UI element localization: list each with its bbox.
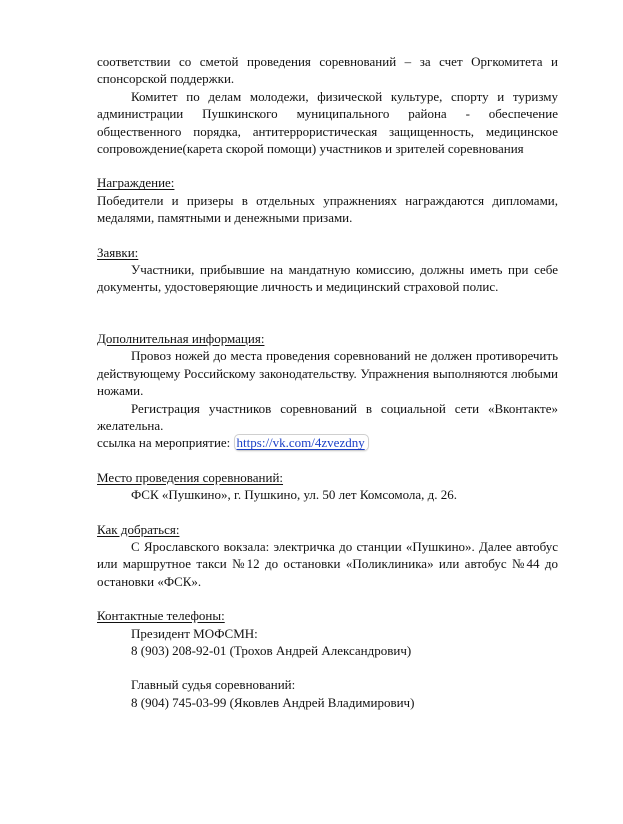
directions-heading: Как добраться: — [97, 521, 180, 537]
knives-text: Провоз ножей до места проведения соревнований не должен противоречить действующему Российскому законодательству. Упражнения выполняются любыми ножами. — [97, 348, 558, 399]
registration-text: Регистрация участников соревнований в социальной сети «Вконтакте» желательна. — [97, 400, 558, 433]
applications-heading: Заявки: — [97, 244, 139, 260]
event-link[interactable]: https://vk.com/4zvezdny — [236, 435, 365, 451]
directions-text: С Ярославского вокзала: электричка до станции «Пушкино». Далее автобус или маршрутное такси №12 до остановки «Поликлиника» или автобус №44 до остановки «ФСК». — [97, 538, 558, 589]
document-body — [97, 53, 558, 711]
award-text: Победители и призеры в отдельных упражнениях награждаются дипломами, медалями, памятными и денежными призами. — [97, 192, 558, 226]
applications-text: Участники, прибывшие на мандатную комиссию, должны иметь при себе документы, удостоверяющие личность и медицинский страховой полис. — [97, 262, 558, 295]
event-link-line — [97, 434, 558, 451]
president-phone: 8 (903) 208-92-01 (Трохов Андрей Александрович) — [131, 642, 412, 658]
event-link-box[interactable] — [234, 434, 369, 451]
judge-phone: 8 (904) 745-03-99 (Яковлев Андрей Владимирович) — [131, 694, 415, 710]
president-title: Президент МОФСМН: — [131, 625, 258, 641]
contacts-heading: Контактные телефоны: — [97, 608, 225, 624]
intro-committee-text: Комитет по делам молодежи, физической культуре, спорту и туризму администрации Пушкинского муниципального района - обеспечение общественного порядка, антитеррористическая защищенность, медицинское сопровождение(карета скорой помощи) участников и зрителей соревнования — [97, 88, 558, 157]
additional-info-heading: Дополнительная информация: — [97, 330, 265, 346]
venue-text: ФСК «Пушкино», г. Пушкино, ул. 50 лет Комсомола, д. 26. — [131, 487, 458, 503]
venue-heading: Место проведения соревнований: — [97, 469, 284, 485]
judge-title: Главный судья соревнований: — [131, 677, 296, 693]
intro-funding-text: соответствии со сметой проведения соревнований – за счет Оргкомитета и спонсорской поддержки. — [97, 54, 558, 87]
award-heading: Награждение: — [97, 175, 175, 191]
event-link-label: ссылка на мероприятие: — [97, 435, 231, 451]
